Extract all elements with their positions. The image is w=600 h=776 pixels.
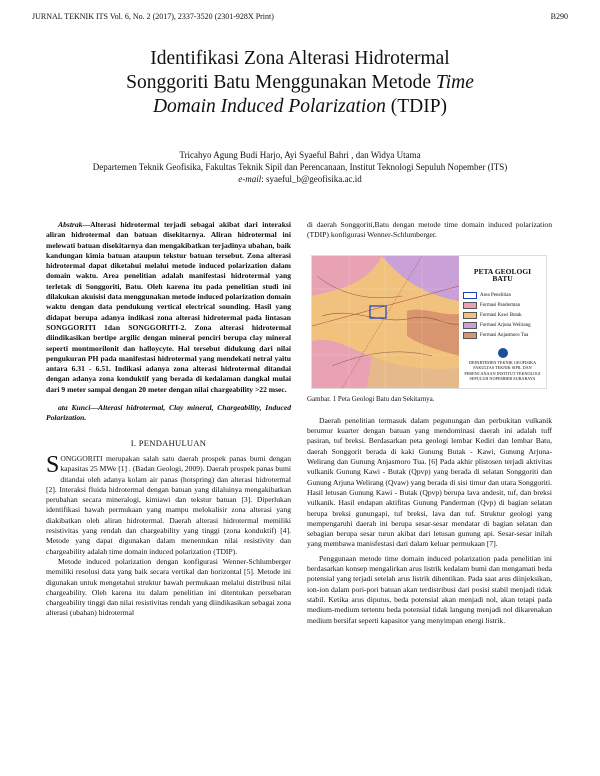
- abstract-label: Abstrak: [58, 220, 83, 229]
- institution-block: [463, 348, 542, 382]
- author-affiliation: Departemen Teknik Geofisika, Fakultas Teknik Sipil dan Perencanaan, Institut Teknologi Sepuluh Nopember (ITS): [92, 162, 508, 172]
- figure-caption: Gambar. 1 Peta Geologi Batu dan Sekitarnya.: [307, 394, 435, 403]
- map-title: PETA GEOLOGI BATU: [473, 266, 532, 283]
- right-column: [307, 220, 552, 626]
- journal-info: JURNAL TEKNIK ITS Vol. 6, No. 2 (2017), 2337-3520 (2301-928X Print): [32, 12, 274, 21]
- legend-swatch: [463, 322, 477, 329]
- legend-item: Formasi Panderman: [463, 302, 542, 309]
- institution-name: DEPARTEMEN TEKNIK GEOFISIKA FAKULTAS TEKNIK SIPIL DAN PERENCANAAN INSTITUT TEKNOLOGI SEPULUH NOPEMBER SURABAYA: [464, 359, 541, 382]
- author-names: Tricahyo Agung Budi Harjo, Ayi Syaeful Bahri , dan Widya Utama: [179, 150, 421, 160]
- author-email: e-mail: syaeful_b@geofisika.ac.id: [238, 174, 362, 184]
- running-header: [32, 12, 568, 21]
- right-paragraph-0: di daerah Songgoriti,Batu dengan metode time domain induced polarization (TDIP) konfigurasi Wenner-Schlumberger.: [307, 220, 552, 240]
- drop-cap: S: [46, 451, 60, 478]
- legend-item: Formasi Anjasmoro Tua: [463, 332, 542, 339]
- legend-item: Formasi Kawi Butak: [463, 312, 542, 319]
- intro-paragraph-1: SONGGORITI merupakan salah satu daerah prospek panas bumi dengan kapasitas 25 MWe [1] . (Badan Geologi, 2009). Daerah prospek panas bumi ditandai oleh adanya kolam air panas (hotspring) dan alterasi hidrotermal [2]. Interaksi fluida hidrotermal dengan batuan yang dilaluinya mengakibatkan perubahan secara mineralogi, kimiawi dan tekstur batuan [3]. Diperlukan identifikasi bawah permukaan yang mampu melokalisir zona alterasi yang diakibatkan oleh aliran hidrotermal. Daerah alterasi hidrotermal memiliki resistivitas yang rendah dan chargeability yang tinggi (zona konduktif) [4]. Metode yang dapat digunakan dalam menentukan nilai resistivity dan chargeability adalah time domain induced polarization (TDIP).: [46, 451, 291, 556]
- abstract: [46, 220, 291, 395]
- geology-map-image: [312, 256, 459, 388]
- map-legend: [459, 256, 546, 388]
- keywords: ata Kunci—Alterasi hidrotermal, Clay mineral, Chargeability, Induced Polarization.: [46, 403, 291, 423]
- section-heading-intro: I. PENDAHULUAN: [130, 437, 207, 448]
- right-paragraph-2: Penggunaan metode time domain induced polarization pada penelitian ini berdasarkan konsep mengalirkan arus listrik kedalam bumi dan mengamati beda potensial yang terjadi setelah arus listrik dihentikan. Pada saat arus diinjeksikan, ion-ion dalam pori-pori batuan akan terdistribusi dari posisi stabil menjadi tidak stabil. Ketika arus diputus, beda potensial akan menjadi nol, akan tetapi pada medium-medium tertentu beda potensial tidak langung menjadi nol dikarenakan medium bersifat seperti kapasitor yang menyimpan energi listrik.: [307, 553, 552, 625]
- legend-swatch: [463, 302, 477, 309]
- title-line-2: Songgoriti Batu Menggunakan Metode Time: [126, 72, 474, 93]
- figure-geology-map: [311, 255, 547, 389]
- paper-title: [40, 47, 560, 119]
- legend-swatch: [463, 312, 477, 319]
- author-block: [20, 149, 580, 185]
- legend-swatch: [463, 332, 477, 339]
- title-line-3: Domain Induced Polarization (TDIP): [152, 96, 448, 117]
- its-logo-icon: [498, 348, 508, 358]
- legend-item: Formasi Arjuna Welirang: [463, 322, 542, 329]
- page-number: B290: [550, 12, 568, 21]
- legend-item-area: Area Penelitian: [463, 292, 542, 299]
- intro-paragraph-2: Metode induced polarization dengan konfigurasi Wenner-Schlumberger memiliki resolusi data yang baik secara vertikal dan horizontal [5]. Metode ini digunakan untuk mengetahui struktur bawah permukaan melalui distribusi nilai chargeability. Oleh karena itu dalam penelitian ini ditentukan persebaran chargeability tinggi dan nilai resistivitas rendah yang diindikasikan sebagai zona alterasi (ubahan) hidrotermal: [46, 556, 291, 618]
- abstract-text: —Alterasi hidrotermal terjadi sebagai akibat dari interaksi aliran hidrotermal dan batuan disekitarnya. Aliran hidrotermal ini melewati batuan disekitarnya dan mengakibatkan terjadinya ubahan, baik kandungan kimia batuan ataupun tekstur batuan tersebut. Zona alterasi hidrotermal dapat diketahui melalui metode induced polarization dalam domain waktu. Area penelitian adalah manifestasi hidrotermal yang terletak di Songgoriti, Batu. Oleh karena itu pada penelitian studi ini dilakukan akuisisi data menggunakan metode induced polarization domain waktu dengan data pendukung vertical electrical sounding. Hasil yang didapat berupa adanya indikasi zona alterasi hidrotermal pada lintasan SONGGORITI 1dan SONGGORITI-2. Zona alterasi hidrotermal diindikasikan bertipe argilic dengan mineral penciri berupa clay mineral seperti montmorilonit dan halloycyte. Hal tersebut didukung dari nilai pengukuran PH pada manifestasi hidrotermal yang mendekati netral yaitu antara 6.31 - 6.51. Indikasi adanya zona alterasi hidrotermal ditandai dengan adanya zona konduktif yang berada di kedalaman dangkal mulai dari 9 meter sampai dengan 20 meter dengan nilai chargeability >22 msec.: [46, 220, 291, 394]
- title-line-1: Identifikasi Zona Alterasi Hidrotermal: [150, 48, 450, 69]
- right-paragraph-1: Daerah penelitian termasuk dalam pegunungan dan perbukitan vulkanik berumur kuarter dengan batuan yang mendominasi daerah ini adalah tuff pasiran, tuf breksi. Berdasarkan peta geologi lembar Kediri dan lembar Batu, daerah Songgorit berada di kaki Gunung Butak - Kawi, Gunung Arjuna-Welirang dan Gunung Anjasmoro Tua. [6] Pada akhir plistosen terjadi aktivitas vulkanik Gunung Kawi - Butak (Qpvp) yang berada di selatan Songgoriti dan Gunung Arjuna Welirang (Qvaw) yang berada di sisi timur dan utara Songgoriti. Hasil letusan Gunung Kawi - Butak (Qpvp) berupa lava andesit, tuf, dan breksi vulkanik. Hasil endapan aktifitas Gunung Panderman (Qvp) di bagian selatan berupa breksi gunungapi, tuf breksi, lava dan tuf. Struktur geologi yang mempengaruhi daerah ini berupa sesar-sesar mendatar di bagian selatan dan sebagian berupa sesar turun akibat dari letusan gunung api. Sesar-sesar inilah yang membawa manisfestasi dari dalam keluar permukaan [7].: [307, 415, 552, 549]
- area-box-icon: [463, 292, 477, 299]
- left-column: [46, 220, 291, 619]
